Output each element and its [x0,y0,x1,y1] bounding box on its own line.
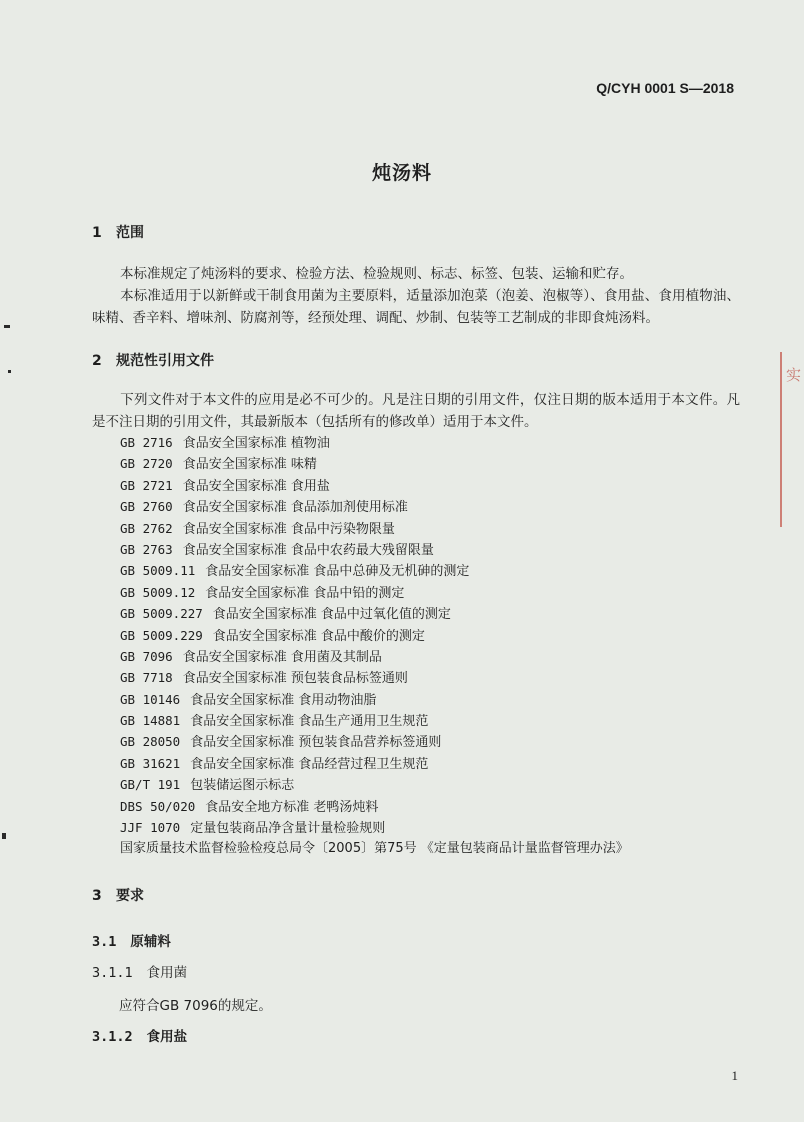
reference-title: 包装储运图示标志 [190,778,295,794]
reference-title: 食品安全国家标准 食用盐 [182,478,330,494]
seal-stamp-fragment: 实 [780,352,804,527]
reference-item [120,560,629,581]
reference-title: 食品安全国家标准 食品中农药最大残留限量 [182,542,434,558]
section-title: 原辅料 [130,934,171,950]
reference-item [120,667,629,688]
reference-code: GB 2760 [120,499,173,515]
reference-title: 食品安全国家标准 食品中铅的测定 [205,585,405,601]
reference-item [120,817,629,838]
reference-item [120,774,629,795]
section-title: 范围 [116,225,144,241]
references-intro [92,389,740,433]
section-2-heading [92,350,214,370]
reference-title: 食品安全国家标准 食品经营过程卫生规范 [190,756,429,772]
scope-text-2: 本标准适用于以新鲜或干制食用菌为主要原料，适量添加泡菜（泡姜、泡椒等）、食用盐、食用植物油、味精、香辛料、增味剂、防腐剂等，经预处理、调配、炒制、包装等工艺制成的非即食炖汤料。 [92,288,740,326]
section-3-1-1-text: 应符合GB 7096的规定。 [119,998,272,1014]
section-3-1-2-heading [92,1025,187,1045]
reference-code: GB 10146 [120,691,181,707]
document-title: 炖汤料 [371,162,432,184]
reference-code: GB 2720 [120,456,173,472]
section-1-heading [92,222,144,242]
scan-mark [4,325,10,328]
section-number: 3.1.2 [92,1029,133,1045]
reference-item [120,603,629,624]
reference-item [120,432,629,453]
reference-code: GB 14881 [120,713,181,729]
reference-item [120,710,629,731]
reference-title: 国家质量技术监督检验检疫总局令〔2005〕第75号 《定量包装商品计量监督管理办法》 [120,841,629,857]
reference-title: 食品安全国家标准 味精 [182,457,317,473]
reference-code: GB 2763 [120,541,173,557]
section-number: 2 [92,353,102,369]
section-3-1-1-heading [92,961,187,981]
reference-item [120,453,629,474]
reference-item [120,731,629,752]
section-title: 要求 [116,888,144,904]
reference-title: 食品安全国家标准 预包装食品营养标签通则 [190,735,442,751]
reference-code: DBS 50/020 [120,798,196,814]
page-number: 1 [731,1068,738,1083]
section-title: 规范性引用文件 [116,353,214,369]
reference-title: 食品安全地方标准 老鸭汤炖料 [205,799,379,815]
scope-text-1: 本标准规定了炖汤料的要求、检验方法、检验规则、标志、标签、包装、运输和贮存。 [120,266,633,282]
reference-code: GB 5009.11 [120,563,196,579]
section-number: 3.1 [92,934,117,950]
reference-title: 食品安全国家标准 食用动物油脂 [190,692,377,708]
reference-item [120,518,629,539]
section-title: 食用盐 [146,1029,188,1045]
reference-title: 食品安全国家标准 食品添加剂使用标准 [182,500,408,516]
references-intro-text: 下列文件对于本文件的应用是必不可少的。凡是注日期的引用文件，仅注日期的版本适用于本文件。凡是不注日期的引用文件，其最新版本（包括所有的修改单）适用于本文件。 [92,392,740,430]
reference-code: GB/T 191 [120,777,181,793]
scope-paragraph-1 [92,263,740,285]
reference-code: GB 7718 [120,670,173,686]
reference-title: 定量包装商品净含量计量检验规则 [190,821,386,837]
reference-code: GB 5009.229 [120,627,203,643]
reference-item [120,838,629,859]
scope-paragraph-2 [92,285,740,329]
reference-code: GB 5009.12 [120,584,196,600]
section-3-1-heading [92,930,171,950]
section-title: 食用菌 [146,965,188,981]
reference-code: GB 2762 [120,520,173,536]
reference-item [120,689,629,710]
reference-item [120,539,629,560]
reference-title: 食品安全国家标准 食品中污染物限量 [182,521,395,537]
section-number: 3.1.1 [92,965,133,981]
reference-code: GB 2716 [120,435,173,450]
scan-mark [2,833,6,839]
reference-item [120,753,629,774]
scan-mark [8,370,11,373]
reference-title: 食品安全国家标准 食品中酸价的测定 [212,628,425,644]
reference-title: 食品安全国家标准 预包装食品标签通则 [182,671,408,687]
reference-title: 食品安全国家标准 植物油 [182,436,330,451]
reference-item [120,625,629,646]
reference-item [120,475,629,496]
section-3-heading [92,885,144,905]
reference-code: GB 7096 [120,648,173,664]
reference-code: GB 28050 [120,734,181,750]
reference-title: 食品安全国家标准 食用菌及其制品 [182,649,382,665]
reference-code: GB 31621 [120,755,181,771]
reference-title: 食品安全国家标准 食品生产通用卫生规范 [190,714,429,730]
reference-code: JJF 1070 [120,820,181,836]
reference-title: 食品安全国家标准 食品中过氧化值的测定 [212,607,451,623]
reference-code: GB 5009.227 [120,606,203,622]
reference-list [120,432,629,860]
reference-item [120,582,629,603]
section-number: 3 [92,888,102,904]
section-number: 1 [92,225,102,241]
reference-code: GB 2721 [120,477,173,493]
standard-code: Q/CYH 0001 S—2018 [596,80,734,96]
reference-item [120,496,629,517]
reference-item [120,646,629,667]
reference-item [120,796,629,817]
reference-title: 食品安全国家标准 食品中总砷及无机砷的测定 [205,564,470,580]
